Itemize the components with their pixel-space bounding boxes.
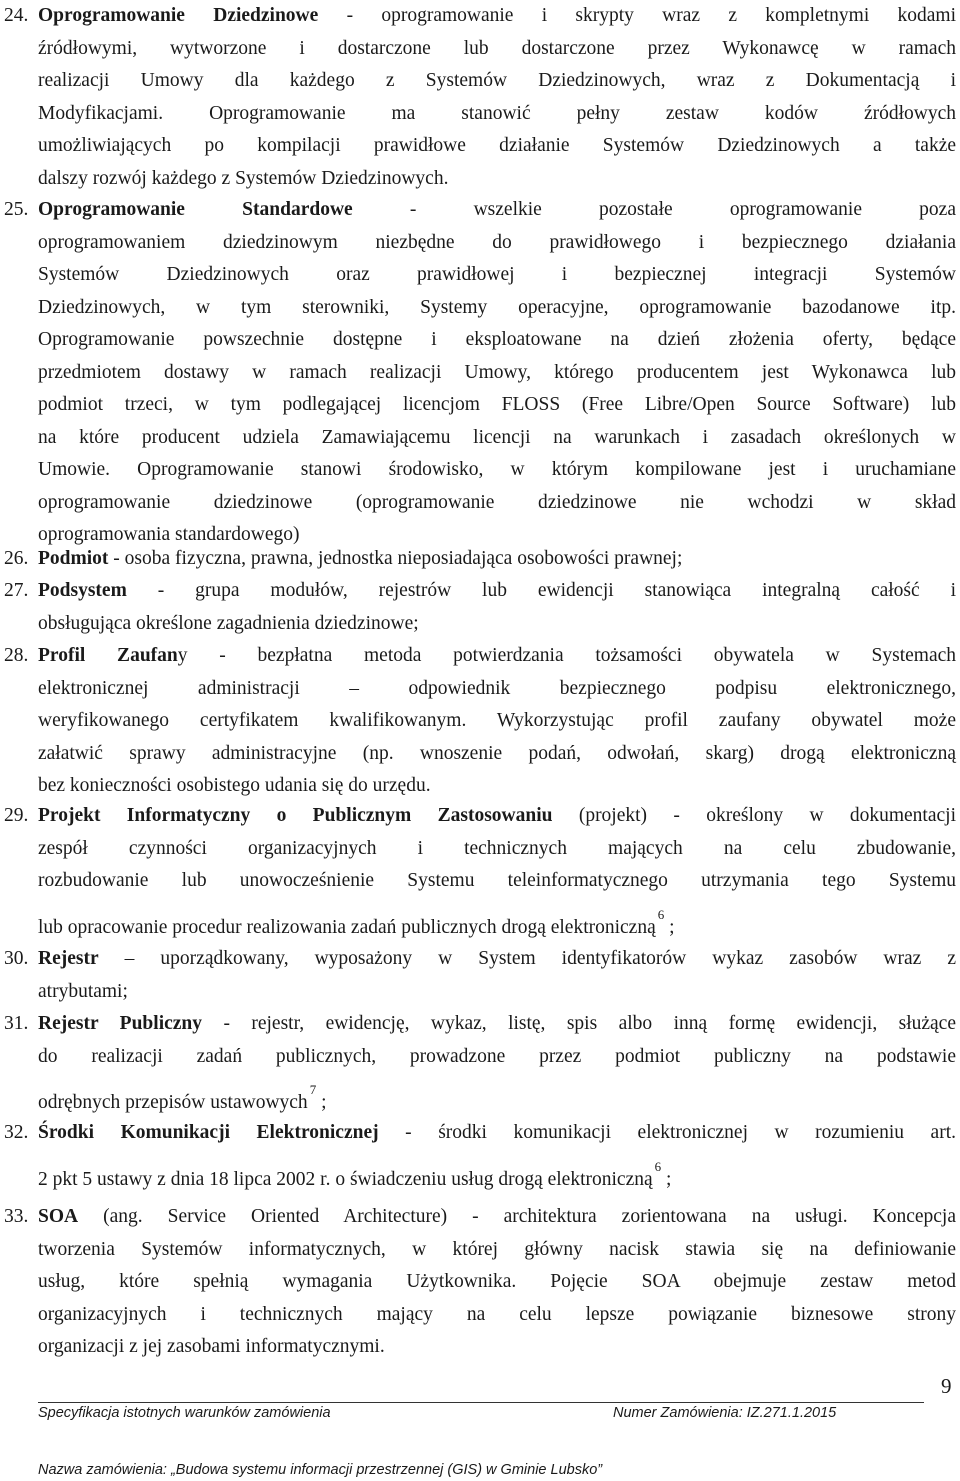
defined-term: SOA <box>38 1206 79 1227</box>
definition-line <box>38 608 956 641</box>
definition-text: bez konieczności osobistego udania się do urzędu. <box>38 775 431 796</box>
footer-spec-title: Specyfikacja istotnych warunków zamówienia <box>38 1405 331 1421</box>
definition-text: źródłowymi, wytworzone i dostarczone lub dostarczone przez Wykonawcę w ramach <box>38 37 956 59</box>
definition-line <box>38 800 956 833</box>
definition-line <box>38 389 956 422</box>
definition-text: - rejestr, ewidencję, wykaz, listę, spis albo inną formę ewidencji, służące <box>202 1013 956 1034</box>
definition-text: organizacyjnych i technicznych mający na celu lepsze powiązanie biznesowe strony <box>38 1303 956 1325</box>
footnote-marker: 7 <box>309 1082 317 1097</box>
defined-term: Podmiot <box>38 548 109 569</box>
definition-text: - osoba fizyczna, prawna, jednostka nieposiadająca osobowości prawnej; <box>108 548 683 569</box>
definition-text: załatwić sprawy administracyjne (np. wnoszenie podań, odwołań, skarg) drogą elektroniczną <box>38 742 956 764</box>
definition-text: oprogramowania standardowego) <box>38 524 300 545</box>
definition-text: dalszy rozwój każdego z Systemów Dziedzinowych. <box>38 167 449 189</box>
definition-line <box>38 738 956 771</box>
definition-text: y - bezpłatna metoda potwierdzania tożsamości obywatela w Systemach <box>177 645 956 666</box>
definition-text: atrybutami; <box>38 980 128 1002</box>
definition-text: Modyfikacjami. Oprogramowanie ma stanowić pełny zestaw kodów źródłowych <box>38 102 956 124</box>
definition-line <box>38 943 956 976</box>
definition-text: zespół czynności organizacyjnych i technicznych mających na celu zbudowanie, <box>38 837 956 859</box>
definition-text: Dziedzinowych, w tym sterowniki, Systemy operacyjne, oprogramowanie bazodanowe itp. <box>38 296 956 318</box>
definition-text: umożliwiających po kompilacji prawidłowe działanie Systemów Dziedzinowych a także <box>38 135 956 156</box>
definition-line <box>38 227 956 260</box>
definition-text: przedmiotem dostawy w ramach realizacji Umowy, którego producentem jest Wykonawca lub <box>38 361 956 383</box>
definition-text: obsługująca określone zagadnienia dziedzinowe; <box>38 612 419 634</box>
definition-line <box>38 163 956 196</box>
definition-line <box>38 673 956 706</box>
definition-number: 28. <box>4 645 29 666</box>
definition-text: usług, które spełnią wymagania Użytkownika. Pojęcie SOA obejmuje zestaw metod <box>38 1271 956 1292</box>
definition-line <box>38 33 956 66</box>
defined-term: Rejestr Publiczny <box>38 1013 203 1034</box>
definition-text: - środki komunikacji elektronicznej w rozumieniu art. <box>378 1122 956 1143</box>
definition-line <box>38 422 956 455</box>
definition-line <box>38 543 956 576</box>
defined-term: Oprogramowanie Standardowe <box>38 199 353 220</box>
definition-text: - grupa modułów, rejestrów lub ewidencji stanowiąca integralną całość i <box>126 580 956 601</box>
defined-term: Oprogramowanie Dziedzinowe <box>38 5 319 26</box>
definition-text: ; <box>316 1092 327 1113</box>
definition-line <box>38 0 956 33</box>
definition-line <box>38 324 956 357</box>
definition-line <box>38 770 956 803</box>
definition-text: - oprogramowanie i skrypty wraz z kompletnymi kodami <box>318 5 956 26</box>
definition-line <box>38 1299 956 1332</box>
footer-order-number: Numer Zamówienia: IZ.271.1.2015 <box>613 1405 837 1421</box>
definition-number: 26. <box>4 548 29 569</box>
definition-text: odrębnych przepisów ustawowych <box>38 1092 308 1113</box>
definition-line <box>38 194 956 227</box>
defined-term: Środki Komunikacji Elektronicznej <box>38 1122 379 1143</box>
definition-number: 27. <box>4 580 29 601</box>
definition-text: organizacji z jej zasobami informatycznymi. <box>38 1336 385 1357</box>
definition-number: 30. <box>4 948 29 969</box>
definition-text: (projekt) - określony w dokumentacji <box>552 805 956 826</box>
defined-term: Rejestr <box>38 948 99 969</box>
definition-text: elektronicznej administracji – odpowiednik bezpiecznego podpisu elektronicznego, <box>38 677 956 699</box>
definition-line <box>38 865 956 898</box>
definition-text: ; <box>661 1168 672 1190</box>
definition-line <box>38 130 956 163</box>
definition-line <box>38 1234 956 1267</box>
definition-text: ; <box>664 916 675 938</box>
defined-term: Podsystem <box>38 580 127 601</box>
definition-line <box>38 292 956 325</box>
definition-text: oprogramowanie dziedzinowe (oprogramowanie dziedzinowe nie wchodzi w skład <box>38 491 956 513</box>
definition-line <box>38 575 956 608</box>
footer-order-name: Nazwa zamówienia: „Budowa systemu informacji przestrzennej (GIS) w Gminie Lubsko” <box>38 1462 603 1478</box>
definition-text: Oprogramowanie powszechnie dostępne i eksploatowane na dzień złożenia oferty, będące <box>38 329 956 350</box>
definition-text: rozbudowanie lub unowocześnienie Systemu teleinformatycznego utrzymania tego Systemu <box>38 870 956 891</box>
definition-text: realizacji Umowy dla każdego z Systemów Dziedzinowych, wraz z Dokumentacją i <box>38 70 956 91</box>
definition-text: do realizacji zadań publicznych, prowadzone przez podmiot publiczny na podstawie <box>38 1045 956 1067</box>
definition-line <box>38 98 956 131</box>
footer-rule <box>38 1402 924 1403</box>
footnote-marker: 6 <box>654 1158 662 1174</box>
definition-line <box>38 640 956 673</box>
definition-line <box>38 1117 956 1150</box>
definition-line <box>38 833 956 866</box>
definition-number: 24. <box>4 5 29 26</box>
page-number: 9 <box>941 1374 952 1398</box>
footnote-marker: 6 <box>657 906 665 922</box>
definition-number: 31. <box>4 1013 29 1034</box>
definition-number: 33. <box>4 1206 29 1227</box>
definition-text: (ang. Service Oriented Architecture) - architektura zorientowana na usługi. Koncepcja <box>78 1206 956 1227</box>
definition-line <box>38 487 956 520</box>
definition-line <box>38 976 956 1009</box>
definition-text: Systemów Dziedzinowych oraz prawidłowej i bezpiecznej integracji Systemów <box>38 264 956 285</box>
definition-line <box>38 1331 956 1364</box>
definition-text: 2 pkt 5 ustawy z dnia 18 lipca 2002 r. o świadczeniu usług drogą elektroniczną <box>38 1168 653 1190</box>
definition-text: – uporządkowany, wyposażony w System identyfikatorów wykaz zasobów wraz z <box>98 948 956 969</box>
definition-line <box>38 1266 956 1299</box>
definition-text: podmiot trzeci, w tym podlegającej licencjom FLOSS (Free Libre/Open Source Software) lub <box>38 394 956 415</box>
defined-term: Profil Zaufan <box>38 645 178 666</box>
definition-text: na które producent udziela Zamawiającemu licencji na warunkach i zasadach określonych w <box>38 426 956 448</box>
definition-line <box>38 65 956 98</box>
definition-text: - wszelkie pozostałe oprogramowanie poza <box>352 199 956 220</box>
definition-line <box>38 357 956 390</box>
definition-number: 32. <box>4 1122 29 1143</box>
definition-line <box>38 259 956 292</box>
definition-text: oprogramowaniem dziedzinowym niezbędne do prawidłowego i bezpiecznego działania <box>38 231 956 253</box>
definition-line <box>38 1201 956 1234</box>
definition-number: 29. <box>4 805 29 826</box>
definition-line <box>38 1041 956 1074</box>
definition-number: 25. <box>4 199 29 220</box>
definition-line <box>38 454 956 487</box>
definition-text: tworzenia Systemów informatycznych, w której główny nacisk stawia się na definiowanie <box>38 1238 956 1260</box>
definition-text: weryfikowanego certyfikatem kwalifikowanym. Wykorzystując profil zaufany obywatel może <box>38 710 956 731</box>
definition-text: lub opracowanie procedur realizowania zadań publicznych drogą elektroniczną <box>38 916 656 938</box>
defined-term: Projekt Informatyczny o Publicznym Zastosowaniu <box>38 805 553 826</box>
definition-line <box>38 1008 956 1041</box>
definition-text: Umowie. Oprogramowanie stanowi środowisko, w którym kompilowane jest i uruchamiane <box>38 459 956 480</box>
definition-line <box>38 705 956 738</box>
